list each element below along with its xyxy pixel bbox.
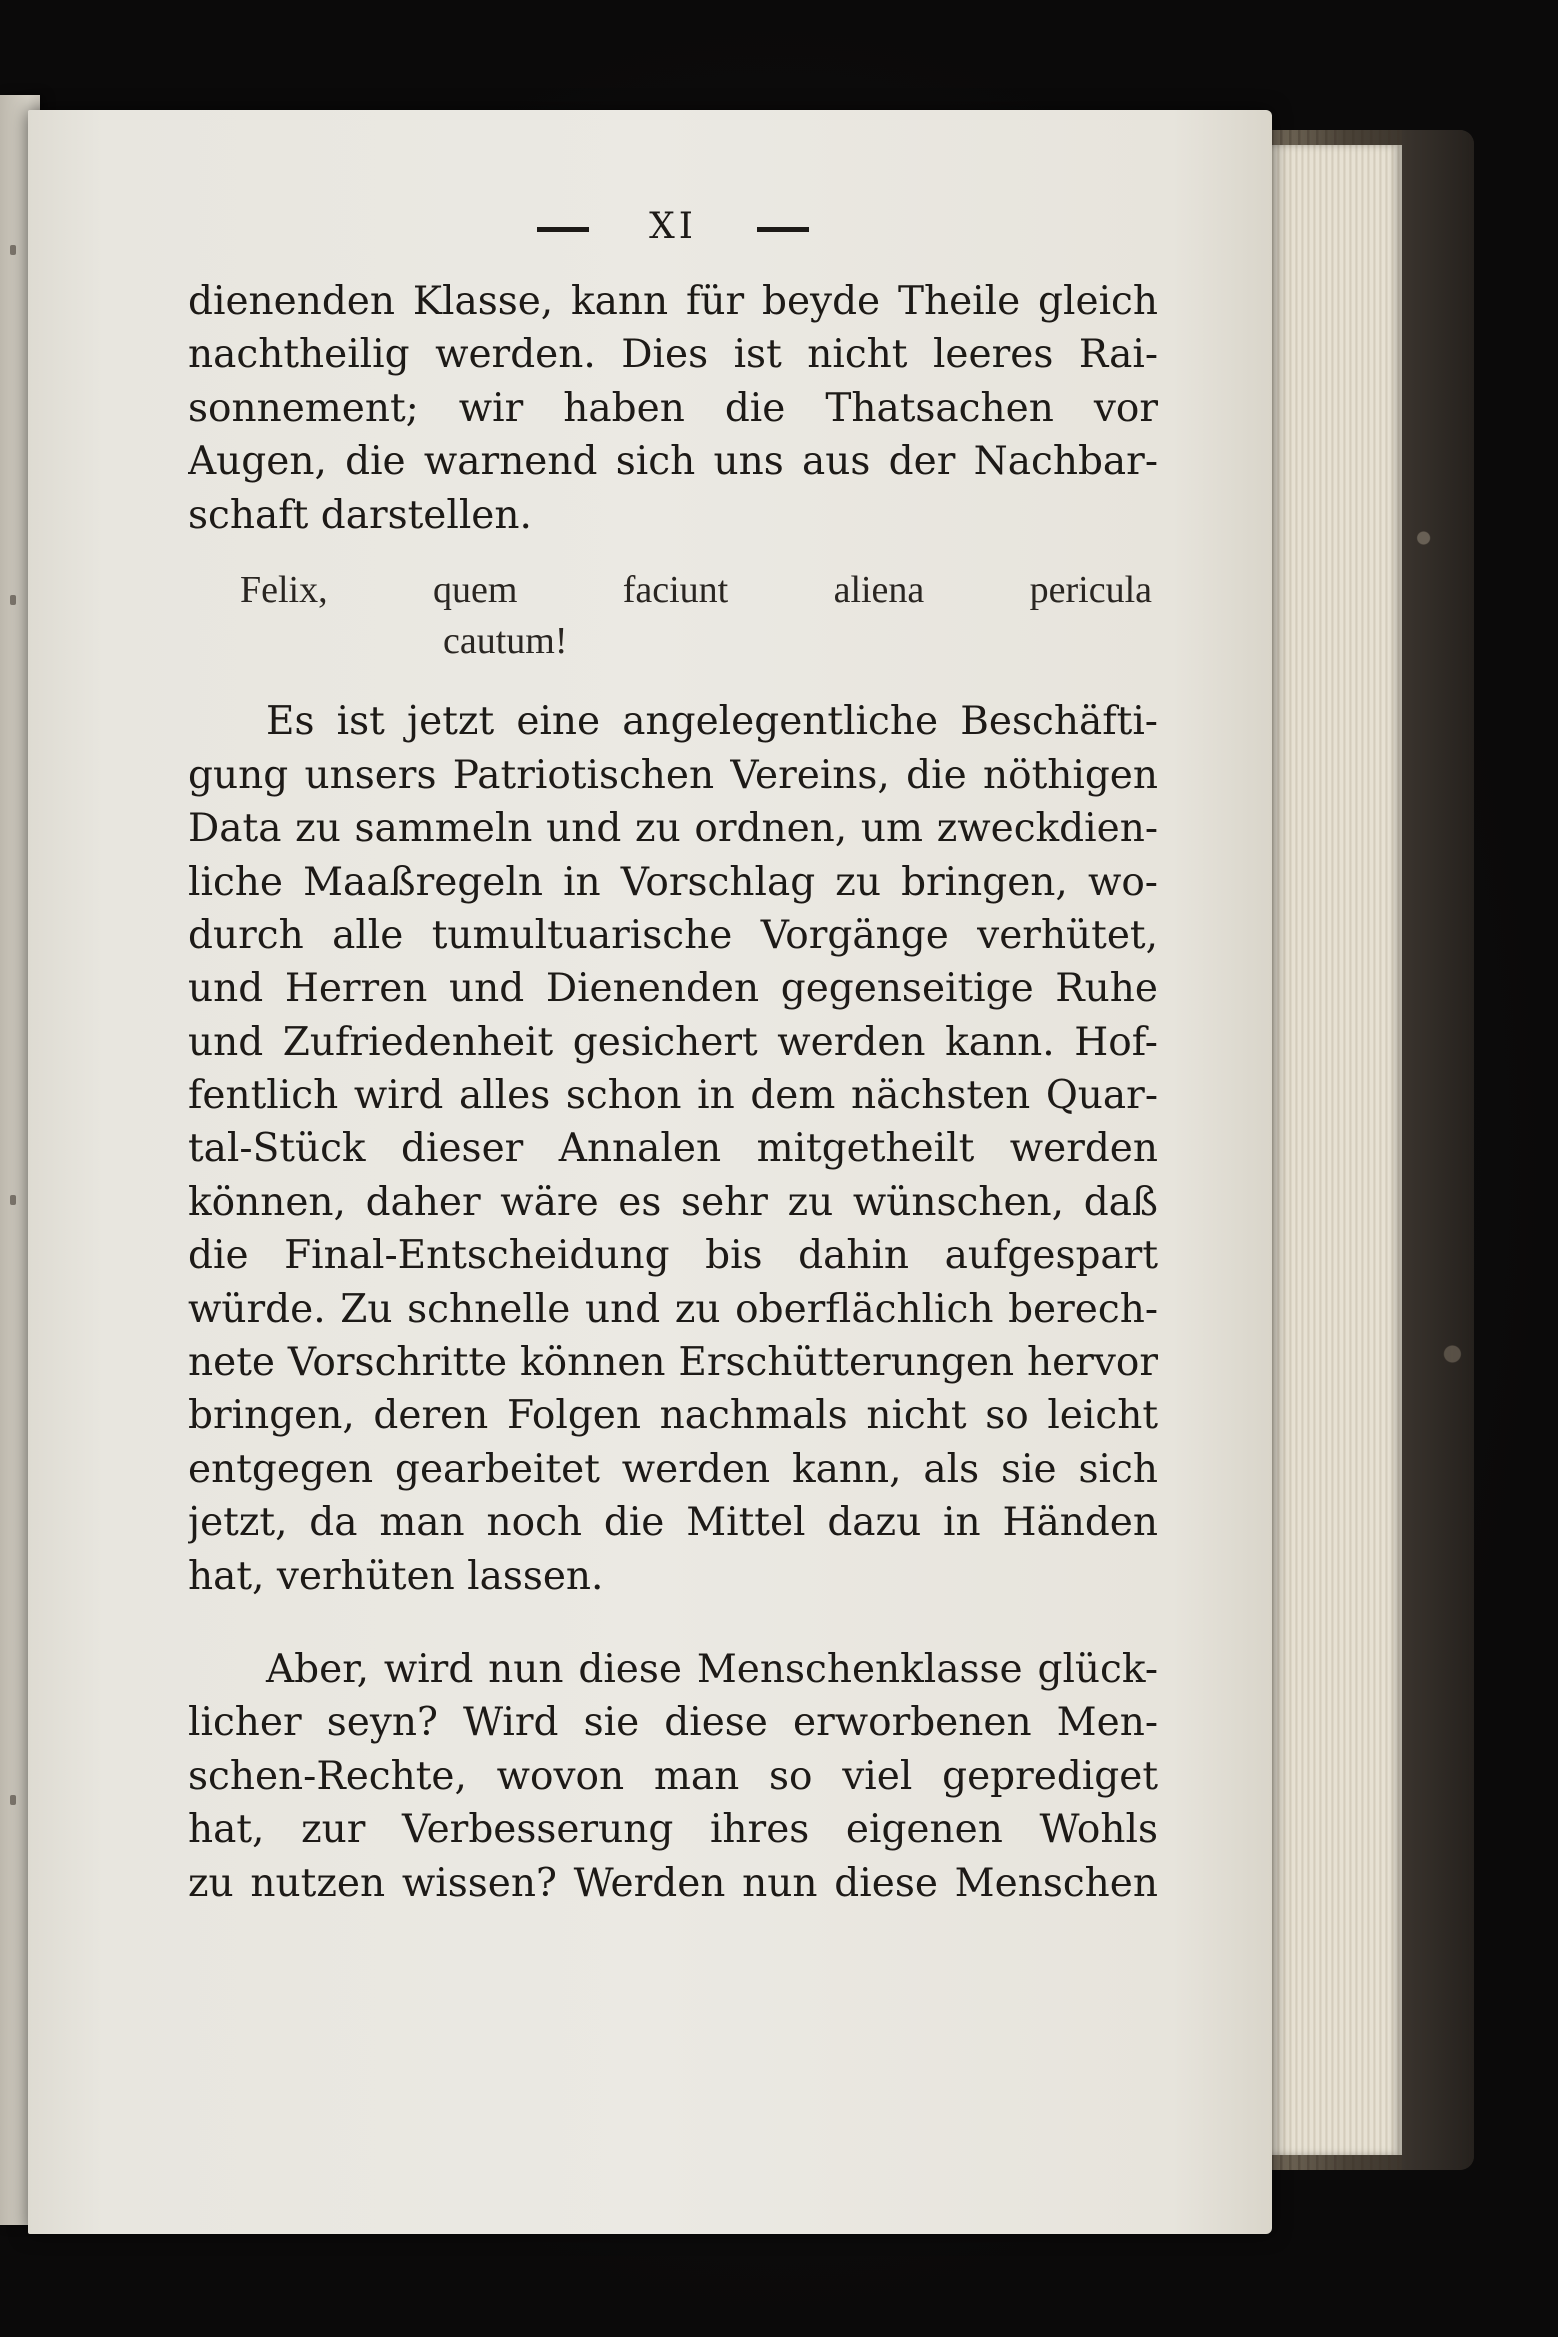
margin-mark [10,595,16,605]
text-line: entgegen gearbeitet werden kann, als sie sich [188,1446,1158,1492]
text-line: hat, zur Verbesserung ihres eigenen Wohls [188,1807,1158,1853]
text-line: schen-Rechte, wovon man so viel geprediget [188,1753,1158,1799]
text-line: gung unsers Patriotischen Vereins, die nöthigen [188,752,1158,798]
text-line: zu nutzen wissen? Werden nun diese Menschen [188,1860,1158,1906]
page-stack-edge [1262,145,1402,2155]
text-line: liche Maaßregeln in Vorschlag zu bringen, wo- [188,859,1158,905]
text-line: und Zufriedenheit gesichert werden kann. Hof- [188,1019,1158,1065]
text-line: jetzt, da man noch die Mittel dazu in Händen [188,1500,1158,1546]
text-line: sonnement; wir haben die Thatsachen vor [188,385,1158,431]
text-line: Aber, wird nun diese Menschenklasse glück- [266,1646,1158,1692]
paragraph-2 [188,695,1158,1603]
quote-line-1: Felix, quem faciunt aliena pericula [240,568,1152,611]
page-number: XI [649,206,697,247]
text-line: und Herren und Dienenden gegenseitige Ruhe [188,966,1158,1012]
text-line: nachtheilig werden. Dies ist nicht leeres Rai- [188,332,1158,378]
text-line: Data zu sammeln und zu ordnen, um zweckdien- [188,806,1158,852]
text-line: schaft darstellen. [188,492,532,538]
text-line: hat, verhüten lassen. [188,1553,604,1599]
text-line: können, daher wäre es sehr zu wünschen, daß [188,1179,1158,1225]
text-line: licher seyn? Wird sie diese erworbenen Men- [188,1700,1158,1746]
text-line: bringen, deren Folgen nachmals nicht so leicht [188,1393,1158,1439]
text-line: die Final-Entscheidung bis dahin aufgespart [188,1233,1158,1279]
text-line: durch alle tumultuarische Vorgänge verhütet, [188,912,1158,958]
latin-quote [188,564,1158,673]
page-header [188,206,1158,247]
text-line: würde. Zu schnelle und zu oberflächlich berech- [188,1286,1158,1332]
margin-mark [10,1795,16,1805]
page-content [188,206,1158,1910]
text-line: dienenden Klasse, kann für beyde Theile gleich [188,279,1158,324]
text-line: tal-Stück dieser Annalen mitgetheilt werden [188,1126,1158,1172]
margin-mark [10,1195,16,1205]
paragraph-1 [188,275,1158,542]
margin-mark [10,245,16,255]
header-rule-left [537,227,589,232]
text-line: nete Vorschritte können Erschütterungen hervor [188,1340,1158,1386]
quote-line-2: cautum! [443,620,568,663]
text-line: Augen, die warnend sich uns aus der Nachbar- [188,439,1158,485]
text-line: Es ist jetzt eine angelegentliche Beschäfti- [266,699,1158,745]
paragraph-3 [188,1643,1158,1910]
text-line: fentlich wird alles schon in dem nächsten Quar- [188,1073,1158,1119]
book-page [28,110,1272,2234]
header-rule-right [757,227,809,232]
